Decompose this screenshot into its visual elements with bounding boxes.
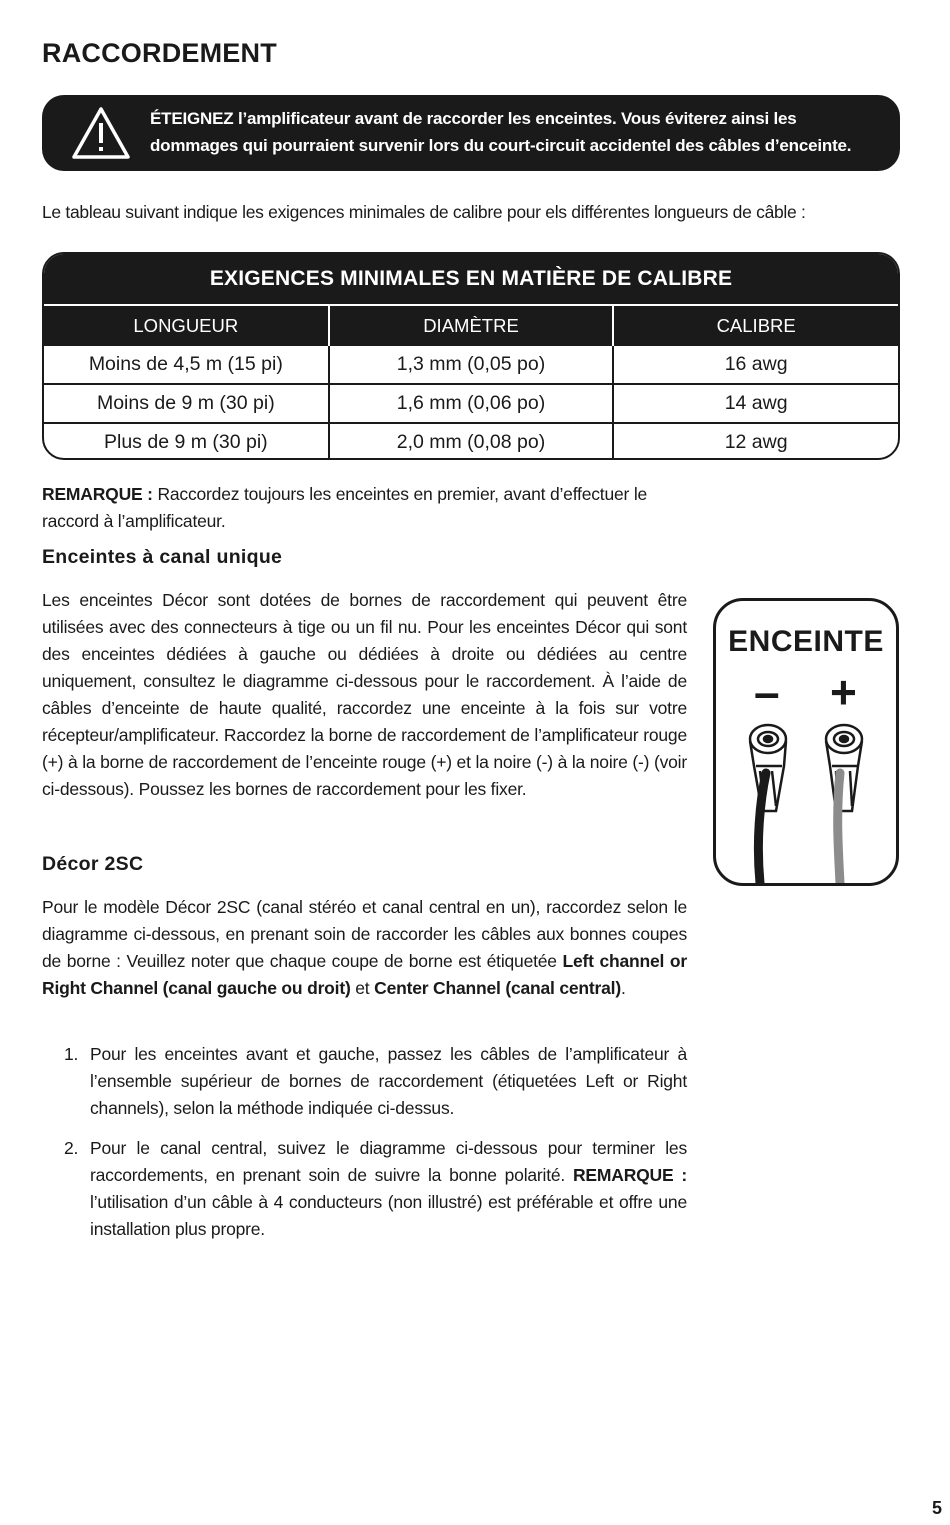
binding-posts-illustration (716, 601, 896, 883)
warning-banner (42, 95, 900, 171)
bold-center-label: Center Channel (canal central) (374, 978, 621, 998)
warning-bold: ÉTEIGNEZ (150, 109, 234, 128)
page-number: 5 (932, 1498, 943, 1518)
gauge-table-grid (44, 306, 898, 460)
note-remark (42, 481, 702, 535)
section-heading-decor-2sc: Décor 2SC (42, 853, 144, 875)
list-item (42, 1041, 687, 1122)
body-text: et (350, 978, 375, 998)
section-heading-single-channel: Enceintes à canal unique (42, 546, 283, 568)
bold-channel-label: Left channel or Right Channel (canal gauche ou droit) (42, 951, 687, 998)
warning-triangle-icon (70, 105, 132, 161)
page-title: RACCORDEMENT (42, 38, 277, 68)
warning-body: l’amplificateur avant de raccorder les enceintes. Vous éviterez ainsi les dommages qui pourraient survenir lors du court-circuit accidentel des câbles d’enceinte. (150, 109, 852, 155)
warning-text (150, 105, 885, 159)
table-header-cell: DIAMÈTRE (329, 306, 614, 346)
table-title: EXIGENCES MINIMALES EN MATIÈRE DE CALIBRE (44, 254, 898, 304)
step-text: Pour les enceintes avant et gauche, passez les câbles de l’amplificateur à l’ensemble supérieur de bornes de raccordement (étiquetées Left or Right channels), selon la méthode indiquée ci-dessus. (90, 1044, 687, 1118)
step-text: Pour le canal central, suivez le diagramme ci-dessous pour terminer les raccordements, en prenant soin de suivre la bonne polarité. (90, 1138, 687, 1185)
minus-sign: – (754, 666, 780, 718)
table-header-cell: CALIBRE (613, 306, 898, 346)
note-label: REMARQUE : (42, 484, 153, 504)
positive-binding-post (826, 725, 862, 811)
gauge-table (42, 252, 900, 460)
speaker-label: ENCEINTE (728, 625, 884, 658)
table-header-row (44, 306, 898, 346)
table-cell: 16 awg (613, 346, 898, 384)
section-body-single-channel: Les enceintes Décor sont dotées de bornes de raccordement qui peuvent être utilisées avec des connecteurs à tige ou un fil nu. Pour les enceintes Décor qui sont des enceintes dédiées à gauche ou dédiées à droite ou dédiées au centre uniquement, consultez le diagramme ci-dessous pour le raccordement. À l’aide de câbles d’enceinte de haute qualité, raccordez une enceinte à la fois sur votre récepteur/amplificateur. Raccordez la borne de raccordement de l’amplificateur rouge (+) à la borne de raccordement de l’enceinte rouge (+) et la noire (-) à la noire (-) (voir ci-dessous). Poussez les bornes de raccordement pour les fixer. (42, 590, 687, 799)
body-text: . (620, 978, 626, 998)
table-cell: 14 awg (613, 384, 898, 423)
body-text: Pour le modèle Décor 2SC (canal stéréo et canal central en un), raccordez selon le diagramme ci-dessous, en prenant soin de raccorder les câbles aux bonnes coupes de borne : Veuillez noter que chaque coupe de borne est étiquetée (42, 897, 687, 971)
negative-wire (758, 773, 766, 883)
step-note-text: l’utilisation d’un câble à 4 conducteurs (non illustré) est préférable et offre une installation plus propre. (90, 1192, 687, 1239)
table-cell: Moins de 4,5 m (15 pi) (88, 353, 283, 375)
table-cell: Plus de 9 m (30 pi) (44, 423, 329, 460)
positive-wire (838, 773, 840, 883)
table-cell: Moins de 9 m (30 pi) (44, 384, 329, 423)
section-body-decor-2sc (42, 894, 687, 1002)
instruction-steps (42, 1041, 687, 1256)
speaker-terminal-diagram (713, 598, 899, 886)
table-cell: 1,6 mm (0,06 po) (329, 384, 614, 423)
step-note-label: REMARQUE : (572, 1165, 687, 1185)
table-row (44, 423, 898, 460)
plus-sign: + (830, 666, 857, 718)
table-cell: 1,3 mm (0,05 po) (329, 346, 614, 384)
table-cell: 12 awg (613, 423, 898, 460)
table-row (44, 384, 898, 423)
list-item (42, 1135, 687, 1243)
intro-text: Le tableau suivant indique les exigences minimales de calibre pour els différentes longueurs de câble : (42, 202, 806, 222)
step-number: 1. (64, 1044, 79, 1064)
step-number: 2. (64, 1138, 79, 1158)
table-cell: 2,0 mm (0,08 po) (329, 423, 614, 460)
table-header-cell: LONGUEUR (44, 306, 329, 346)
note-text: Raccordez toujours les enceintes en premier, avant d’effectuer le raccord à l’amplificateur. (42, 484, 648, 531)
table-row (44, 346, 898, 384)
negative-binding-post (750, 725, 786, 811)
